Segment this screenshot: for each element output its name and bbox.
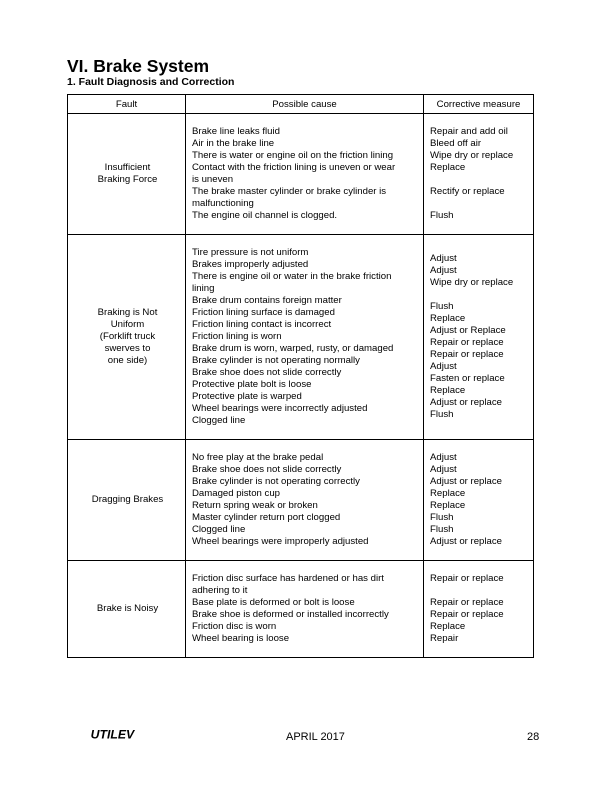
cause-cell-line: Master cylinder return port clogged bbox=[192, 512, 341, 523]
cause-cell-line: Brake shoe is deformed or installed incorrectly bbox=[192, 609, 389, 620]
measure-cell-line: Replace bbox=[430, 500, 466, 511]
cause-cell-line: malfunctioning bbox=[192, 198, 254, 209]
cause-cell-line: Clogged line bbox=[192, 415, 246, 426]
blank-line bbox=[430, 585, 529, 597]
cause-cell-line: lining bbox=[192, 283, 215, 294]
cause-cell-line: Protective plate is warped bbox=[192, 391, 302, 402]
cause-cell bbox=[186, 235, 424, 440]
fault-table bbox=[67, 94, 534, 658]
section-title: VI. Brake System bbox=[67, 56, 210, 76]
fault-cell-line: Braking Force bbox=[97, 174, 158, 185]
page-number: 28 bbox=[527, 731, 540, 743]
subsection-title: 1. Fault Diagnosis and Correction bbox=[67, 76, 235, 88]
measure-cell-line: Repair or replace bbox=[430, 597, 504, 608]
header-cause: Possible cause bbox=[186, 95, 424, 114]
cause-cell-line: The brake master cylinder or brake cylinder is bbox=[192, 186, 387, 197]
cause-cell-line: Damaged piston cup bbox=[192, 488, 280, 499]
blank-line bbox=[430, 174, 529, 186]
table-header-row bbox=[68, 95, 534, 114]
measure-cell-line: Replace bbox=[430, 162, 466, 173]
measure-cell-line: Repair or replace bbox=[430, 609, 504, 620]
fault-cell-line: swerves to bbox=[104, 343, 151, 354]
cause-cell-line: Air in the brake line bbox=[192, 138, 275, 149]
measure-cell-line: Wipe dry or replace bbox=[430, 150, 514, 161]
measure-cell-line: Replace bbox=[430, 488, 466, 499]
cause-cell-line: Contact with the friction lining is uneven or wear bbox=[192, 162, 396, 173]
cause-cell-line: Brake line leaks fluid bbox=[192, 126, 280, 137]
measure-cell-line: Replace bbox=[430, 385, 466, 396]
cause-cell-line: Base plate is deformed or bolt is loose bbox=[192, 597, 355, 608]
cause-cell-line: Brake drum contains foreign matter bbox=[192, 295, 342, 306]
fault-cell-line: Insufficient bbox=[104, 162, 151, 173]
fault-cell-line: Braking is Not bbox=[97, 307, 158, 318]
cause-cell-line: Brake shoe does not slide correctly bbox=[192, 464, 342, 475]
cause-cell-line: Brake shoe does not slide correctly bbox=[192, 367, 342, 378]
cause-cell bbox=[186, 440, 424, 561]
measure-cell-line: Adjust bbox=[430, 361, 457, 372]
cause-cell-line: Wheel bearing is loose bbox=[192, 633, 290, 644]
footer-date: APRIL 2017 bbox=[286, 731, 345, 743]
measure-cell-line: Adjust or replace bbox=[430, 397, 502, 408]
measure-cell-line: Flush bbox=[430, 409, 454, 420]
cause-cell-line: Brake cylinder is not operating correctly bbox=[192, 476, 360, 487]
cause-cell-line: Return spring weak or broken bbox=[192, 500, 318, 511]
fault-cell-line: Brake is Noisy bbox=[96, 603, 159, 614]
header-measure: Corrective measure bbox=[424, 95, 534, 114]
measure-cell bbox=[424, 440, 534, 561]
cause-cell-line: Protective plate bolt is loose bbox=[192, 379, 312, 390]
cause-cell-line: is uneven bbox=[192, 174, 234, 185]
utilev-logo bbox=[87, 727, 145, 741]
table-row bbox=[68, 235, 534, 440]
measure-cell-line: Wipe dry or replace bbox=[430, 277, 514, 288]
fault-cell bbox=[68, 114, 186, 235]
table-row bbox=[68, 114, 534, 235]
cause-cell-line: There is water or engine oil on the friction lining bbox=[192, 150, 394, 161]
measure-cell-line: Adjust or replace bbox=[430, 476, 502, 487]
measure-cell-line: Replace bbox=[430, 621, 466, 632]
logo-text: UTILEV bbox=[90, 727, 135, 741]
cause-cell-line: Friction lining surface is damaged bbox=[192, 307, 335, 318]
measure-cell-line: Rectify or replace bbox=[430, 186, 505, 197]
measure-cell-line: Bleed off air bbox=[430, 138, 482, 149]
cause-cell bbox=[186, 114, 424, 235]
measure-cell-line: Repair bbox=[430, 633, 459, 644]
measure-cell-line: Flush bbox=[430, 210, 454, 221]
fault-cell-line: Uniform bbox=[110, 319, 145, 330]
cause-cell-line: Friction disc surface has hardened or has dirt bbox=[192, 573, 384, 584]
table-row bbox=[68, 440, 534, 561]
measure-cell-line: Repair or replace bbox=[430, 349, 504, 360]
measure-cell bbox=[424, 235, 534, 440]
measure-cell-line: Flush bbox=[430, 524, 454, 535]
fault-cell bbox=[68, 561, 186, 658]
cause-cell-line: Tire pressure is not uniform bbox=[192, 247, 309, 258]
measure-cell-line: Repair or replace bbox=[430, 573, 504, 584]
cause-cell-line: Brake drum is worn, warped, rusty, or damaged bbox=[192, 343, 394, 354]
measure-cell-line: Adjust bbox=[430, 265, 457, 276]
cause-cell-line: Friction lining contact is incorrect bbox=[192, 319, 332, 330]
cause-cell bbox=[186, 561, 424, 658]
header-fault: Fault bbox=[68, 95, 186, 114]
fault-cell-line: (Forklift truck bbox=[99, 331, 156, 342]
cause-cell-line: Brake cylinder is not operating normally bbox=[192, 355, 360, 366]
measure-cell-line: Adjust bbox=[430, 464, 457, 475]
cause-cell-line: Wheel bearings were improperly adjusted bbox=[192, 536, 369, 547]
cause-cell-line: Clogged line bbox=[192, 524, 246, 535]
cause-cell-line: adhering to it bbox=[192, 585, 248, 596]
measure-cell-line: Adjust bbox=[430, 253, 457, 264]
measure-cell-line: Replace bbox=[430, 313, 466, 324]
measure-cell-line: Adjust or Replace bbox=[430, 325, 506, 336]
cause-cell-line: Wheel bearings were incorrectly adjusted bbox=[192, 403, 368, 414]
fault-cell-line: one side) bbox=[107, 355, 148, 366]
cause-cell-line: There is engine oil or water in the brake friction bbox=[192, 271, 392, 282]
measure-cell-line: Fasten or replace bbox=[430, 373, 505, 384]
fault-cell bbox=[68, 440, 186, 561]
measure-cell-line: Flush bbox=[430, 512, 454, 523]
measure-cell-line: Repair and add oil bbox=[430, 126, 508, 137]
measure-cell-line: Repair or replace bbox=[430, 337, 504, 348]
cause-cell-line: The engine oil channel is clogged. bbox=[192, 210, 338, 221]
blank-line bbox=[430, 289, 529, 301]
fault-cell bbox=[68, 235, 186, 440]
cause-cell-line: Friction disc is worn bbox=[192, 621, 277, 632]
blank-line bbox=[430, 198, 529, 210]
measure-cell bbox=[424, 561, 534, 658]
measure-cell bbox=[424, 114, 534, 235]
table-row bbox=[68, 561, 534, 658]
cause-cell-line: Brakes improperly adjusted bbox=[192, 259, 309, 270]
measure-cell-line: Adjust bbox=[430, 452, 457, 463]
cause-cell-line: Friction lining is worn bbox=[192, 331, 282, 342]
measure-cell-line: Flush bbox=[430, 301, 454, 312]
measure-cell-line: Adjust or replace bbox=[430, 536, 502, 547]
cause-cell-line: No free play at the brake pedal bbox=[192, 452, 324, 463]
fault-cell-line: Dragging Brakes bbox=[91, 494, 164, 505]
